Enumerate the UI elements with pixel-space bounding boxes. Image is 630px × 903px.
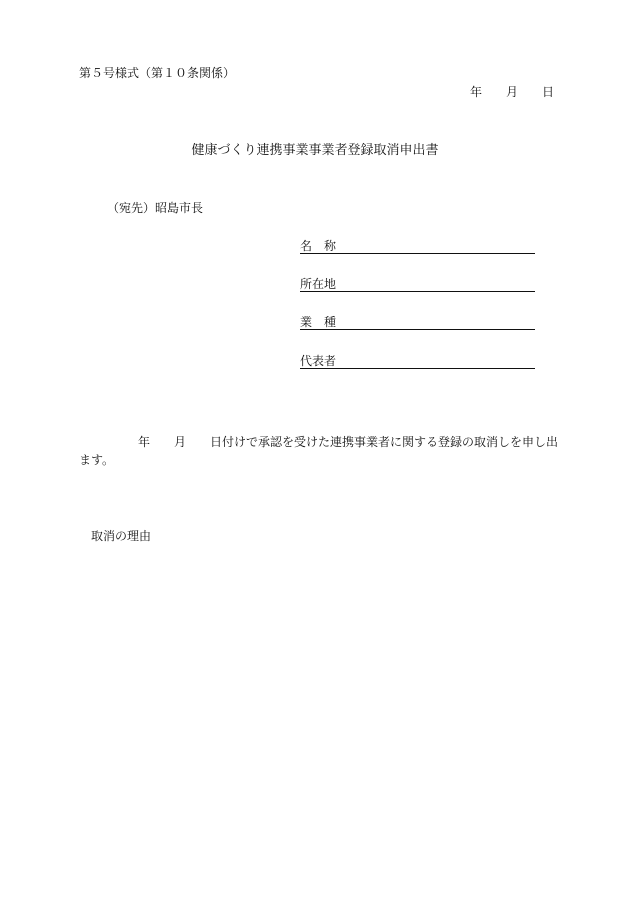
field-name-label: 名 称 [300,239,337,253]
field-representative-underline [300,368,535,369]
body-text: 日付けで承認を受けた連携事業者に関する登録の取消しを申し出ます。 [79,435,559,467]
reason-label: 取消の理由 [91,529,152,543]
addressee: （宛先）昭島市長 [107,201,204,215]
body-paragraph [79,433,564,469]
document-title: 健康づくり連携事業事業者登録取消申出書 [191,143,439,158]
field-address-underline [300,291,535,292]
field-name-underline [300,253,535,254]
field-address-label: 所在地 [300,277,337,291]
form-number: 第５号様式（第１０条関係） [79,66,236,80]
field-industry-underline [300,329,535,330]
date-line: 年 月 日 [470,85,555,99]
field-representative-label: 代表者 [300,354,337,368]
field-industry-label: 業 種 [300,315,337,329]
body-date-lead: 年 月 [138,435,211,449]
